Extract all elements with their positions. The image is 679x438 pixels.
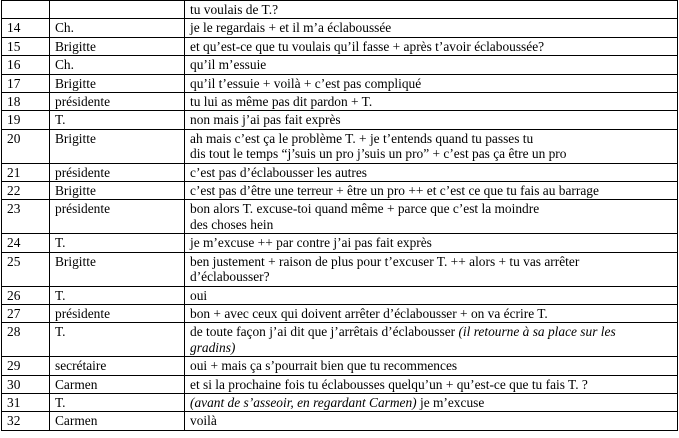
utterance [185, 37, 678, 55]
turn-number [2, 1, 50, 19]
turn-number: 25 [2, 252, 50, 286]
utterance-line [190, 20, 674, 35]
utterance-line [190, 217, 674, 232]
utterance-line [190, 94, 674, 109]
stage-direction: (il retourne à sa place sur les [458, 324, 616, 340]
utterance-text: bon alors T. excuse-toi quand même + parce que c’est la moindre [190, 201, 540, 217]
transcript-row [2, 1, 678, 19]
utterance [185, 323, 678, 357]
speaker-name: présidente [50, 200, 185, 234]
utterance-text: d’éclabousser? [190, 269, 270, 285]
speaker-name: T. [50, 111, 185, 129]
transcript-row [2, 375, 678, 393]
turn-number: 20 [2, 129, 50, 163]
utterance [185, 200, 678, 234]
turn-number: 22 [2, 182, 50, 200]
speaker-name: T. [50, 286, 185, 304]
speaker-name: Ch. [50, 19, 185, 37]
utterance-text: bon + avec ceux qui doivent arrêter d’éclabousser + on va écrire T. [190, 305, 548, 321]
transcript-body [2, 1, 678, 431]
turn-number: 15 [2, 37, 50, 55]
speaker-name: T. [50, 393, 185, 411]
utterance-line [190, 306, 674, 321]
turn-number: 19 [2, 111, 50, 129]
utterance-line [190, 377, 674, 392]
speaker-name: Brigitte [50, 252, 185, 286]
transcript-row [2, 74, 678, 92]
stage-direction: (avant de s’asseoir, en regardant Carmen) [190, 394, 417, 410]
transcript-row [2, 252, 678, 286]
turn-number: 23 [2, 200, 50, 234]
utterance-line [190, 413, 674, 428]
transcript-row [2, 56, 678, 74]
utterance [185, 393, 678, 411]
stage-direction: gradins) [190, 339, 236, 355]
utterance-text: oui [190, 287, 208, 303]
utterance [185, 93, 678, 111]
speaker-name: Ch. [50, 56, 185, 74]
turn-number: 21 [2, 163, 50, 181]
utterance-line [190, 112, 674, 127]
turn-number: 32 [2, 412, 50, 430]
utterance-text: c’est pas d’être une terreur + être un pro ++ et c’est ce que tu fais au barrage [190, 183, 599, 199]
utterance-text: et qu’est-ce que tu voulais qu’il fasse + après t’avoir éclaboussée? [190, 38, 545, 54]
turn-number: 31 [2, 393, 50, 411]
utterance [185, 304, 678, 322]
utterance [185, 163, 678, 181]
utterance-line [190, 288, 674, 303]
transcript-row [2, 234, 678, 252]
turn-number: 16 [2, 56, 50, 74]
utterance-line [190, 2, 674, 17]
utterance-text: tu lui as même pas dit pardon + T. [190, 94, 373, 110]
transcript-row [2, 200, 678, 234]
transcript-row [2, 111, 678, 129]
transcript-row [2, 129, 678, 163]
speaker-name [50, 1, 185, 19]
utterance [185, 74, 678, 92]
utterance [185, 252, 678, 286]
utterance-line [190, 201, 674, 216]
utterance [185, 234, 678, 252]
utterance-line [190, 76, 674, 91]
speaker-name: présidente [50, 93, 185, 111]
utterance [185, 375, 678, 393]
utterance [185, 19, 678, 37]
utterance-text: des choses hein [190, 216, 274, 232]
transcript-row [2, 37, 678, 55]
speaker-name: Brigitte [50, 74, 185, 92]
utterance-text: ah mais c’est ça le problème T. + je t’entends quand tu passes tu [190, 130, 534, 146]
turn-number: 27 [2, 304, 50, 322]
utterance [185, 1, 678, 19]
utterance-text: ben justement + raison de plus pour t’excuser T. ++ alors + tu vas arrêter [190, 253, 580, 269]
utterance-line [190, 254, 674, 269]
utterance-line [190, 358, 674, 373]
utterance-text: je le regardais + et il m’a éclaboussée [190, 20, 392, 36]
utterance-line [190, 39, 674, 54]
turn-number: 28 [2, 323, 50, 357]
utterance [185, 111, 678, 129]
speaker-name: Brigitte [50, 37, 185, 55]
turn-number: 17 [2, 74, 50, 92]
speaker-name: T. [50, 323, 185, 357]
utterance [185, 129, 678, 163]
utterance-line [190, 269, 674, 284]
transcript-page [1, 0, 678, 431]
transcript-row [2, 93, 678, 111]
speaker-name: présidente [50, 304, 185, 322]
utterance-line [190, 324, 674, 339]
turn-number: 30 [2, 375, 50, 393]
utterance-line [190, 183, 674, 198]
speaker-name: secrétaire [50, 357, 185, 375]
transcript-row [2, 393, 678, 411]
transcript-row [2, 304, 678, 322]
turn-number: 29 [2, 357, 50, 375]
utterance-text: je m’excuse ++ par contre j’ai pas fait exprès [190, 235, 432, 251]
transcript-row [2, 357, 678, 375]
utterance-text: qu’il m’essuie [190, 57, 267, 73]
speaker-name: présidente [50, 163, 185, 181]
speaker-name: T. [50, 234, 185, 252]
utterance-text: tu voulais de T.? [190, 2, 279, 17]
utterance [185, 286, 678, 304]
speaker-name: Carmen [50, 375, 185, 393]
speaker-name: Brigitte [50, 129, 185, 163]
transcript-row [2, 182, 678, 200]
utterance-text: voilà [190, 413, 217, 429]
transcript-row [2, 19, 678, 37]
utterance-text: de toute façon j’ai dit que j’arrêtais d’éclabousser [190, 324, 459, 340]
transcript-row [2, 286, 678, 304]
turn-number: 24 [2, 234, 50, 252]
turn-number: 18 [2, 93, 50, 111]
utterance-line [190, 146, 674, 161]
transcript-row [2, 163, 678, 181]
turn-number: 26 [2, 286, 50, 304]
utterance-text: et si la prochaine fois tu éclabousses quelqu’un + qu’est-ce que tu fais T. ? [190, 376, 588, 392]
utterance-line [190, 165, 674, 180]
utterance-line [190, 131, 674, 146]
utterance-text: non mais j’ai pas fait exprès [190, 112, 341, 128]
utterance-text: qu’il t’essuie + voilà + c’est pas compliqué [190, 75, 422, 91]
transcript-table [1, 0, 678, 431]
transcript-row [2, 412, 678, 430]
utterance-text: oui + mais ça s’pourrait bien que tu recommences [190, 358, 458, 374]
utterance-text: dis tout le temps “j’suis un pro j’suis un pro” + c’est pas ça être un pro [190, 146, 567, 162]
turn-number: 14 [2, 19, 50, 37]
utterance-line [190, 340, 674, 355]
utterance [185, 56, 678, 74]
utterance-line [190, 57, 674, 72]
utterance-line [190, 395, 674, 410]
utterance-text: je m’excuse [416, 394, 485, 410]
speaker-name: Carmen [50, 412, 185, 430]
utterance-line [190, 235, 674, 250]
utterance [185, 182, 678, 200]
utterance [185, 412, 678, 430]
transcript-row [2, 323, 678, 357]
speaker-name: Brigitte [50, 182, 185, 200]
utterance-text: c’est pas d’éclabousser les autres [190, 164, 367, 180]
utterance [185, 357, 678, 375]
